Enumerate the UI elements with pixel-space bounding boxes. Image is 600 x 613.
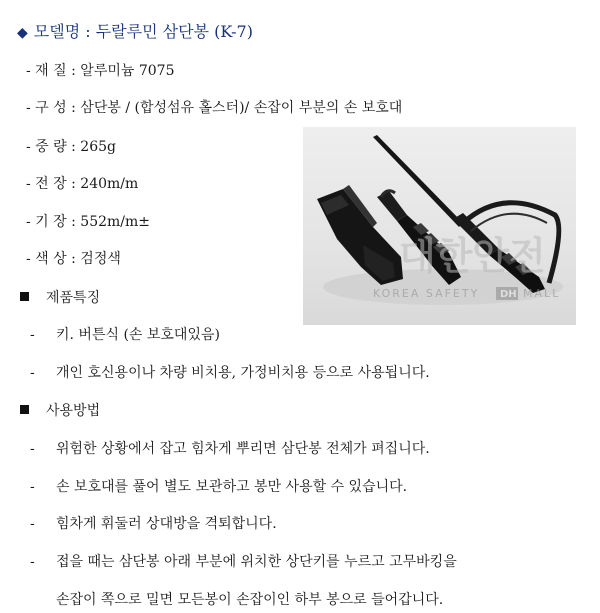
watermark-tagline-right: MALL <box>523 287 561 300</box>
dash-icon: - <box>30 554 35 570</box>
usage-item-text: 힘차게 휘둘러 상대방을 격퇴합니다. <box>56 516 277 532</box>
spec-color: - 색 상 : 검정색 <box>26 251 121 267</box>
dash-icon: - <box>30 327 35 343</box>
watermark-tagline-badge: DH <box>500 289 517 300</box>
usage-item <box>30 551 457 571</box>
model-title-text: 모델명 : 두랄루민 삼단봉 (K-7) <box>33 22 253 41</box>
usage-item-continuation: 손잡이 쪽으로 밀면 모든봉이 손잡이인 하부 봉으로 들어갑니다. <box>56 592 444 608</box>
spec-weight: - 중 량 : 265g <box>26 139 116 155</box>
usage-item <box>30 513 277 533</box>
spec-extended-length: - 기 장 : 552m/m± <box>26 214 151 230</box>
dash-icon: - <box>30 479 35 495</box>
square-bullet-icon <box>20 405 29 414</box>
product-photo <box>303 127 576 325</box>
usage-item-text: 접을 때는 삼단봉 아래 부분에 위치한 상단키를 누르고 고무바킹을 <box>56 554 457 570</box>
usage-item <box>30 476 407 496</box>
watermark-tagline-left: KOREA SAFETY <box>373 287 480 300</box>
feature-item-text: 개인 호신용이나 차량 비치용, 가정비치용 등으로 사용됩니다. <box>56 365 430 381</box>
watermark-brand-mark: 대한안전 <box>399 234 546 278</box>
diamond-bullet-icon: ◆ <box>17 25 28 41</box>
feature-item <box>30 362 430 382</box>
dash-icon: - <box>30 365 35 381</box>
features-heading <box>20 287 100 307</box>
features-heading-text: 제품특징 <box>46 290 101 306</box>
usage-item-text: 위험한 상황에서 잡고 힘차게 뿌리면 삼단봉 전체가 펴집니다. <box>56 441 430 457</box>
watermark-logo <box>373 234 560 300</box>
spec-material: - 재 질 : 알루미늄 7075 <box>26 63 175 79</box>
dash-icon: - <box>30 441 35 457</box>
usage-item-text: 손 보호대를 풀어 별도 보관하고 봉만 사용할 수 있습니다. <box>56 479 408 495</box>
feature-item <box>30 324 220 344</box>
usage-item <box>30 438 430 458</box>
spec-composition: - 구 성 : 삼단봉 / (합성섬유 홀스터)/ 손잡이 부분의 손 보호대 <box>26 100 403 116</box>
model-title <box>17 19 253 42</box>
usage-heading-text: 사용방법 <box>46 403 101 419</box>
dash-icon: - <box>30 516 35 532</box>
usage-heading <box>20 400 100 420</box>
spec-full-length: - 전 장 : 240m/m <box>26 176 139 192</box>
feature-item-text: 키. 버튼식 (손 보호대있음) <box>56 327 220 343</box>
square-bullet-icon <box>20 292 29 301</box>
